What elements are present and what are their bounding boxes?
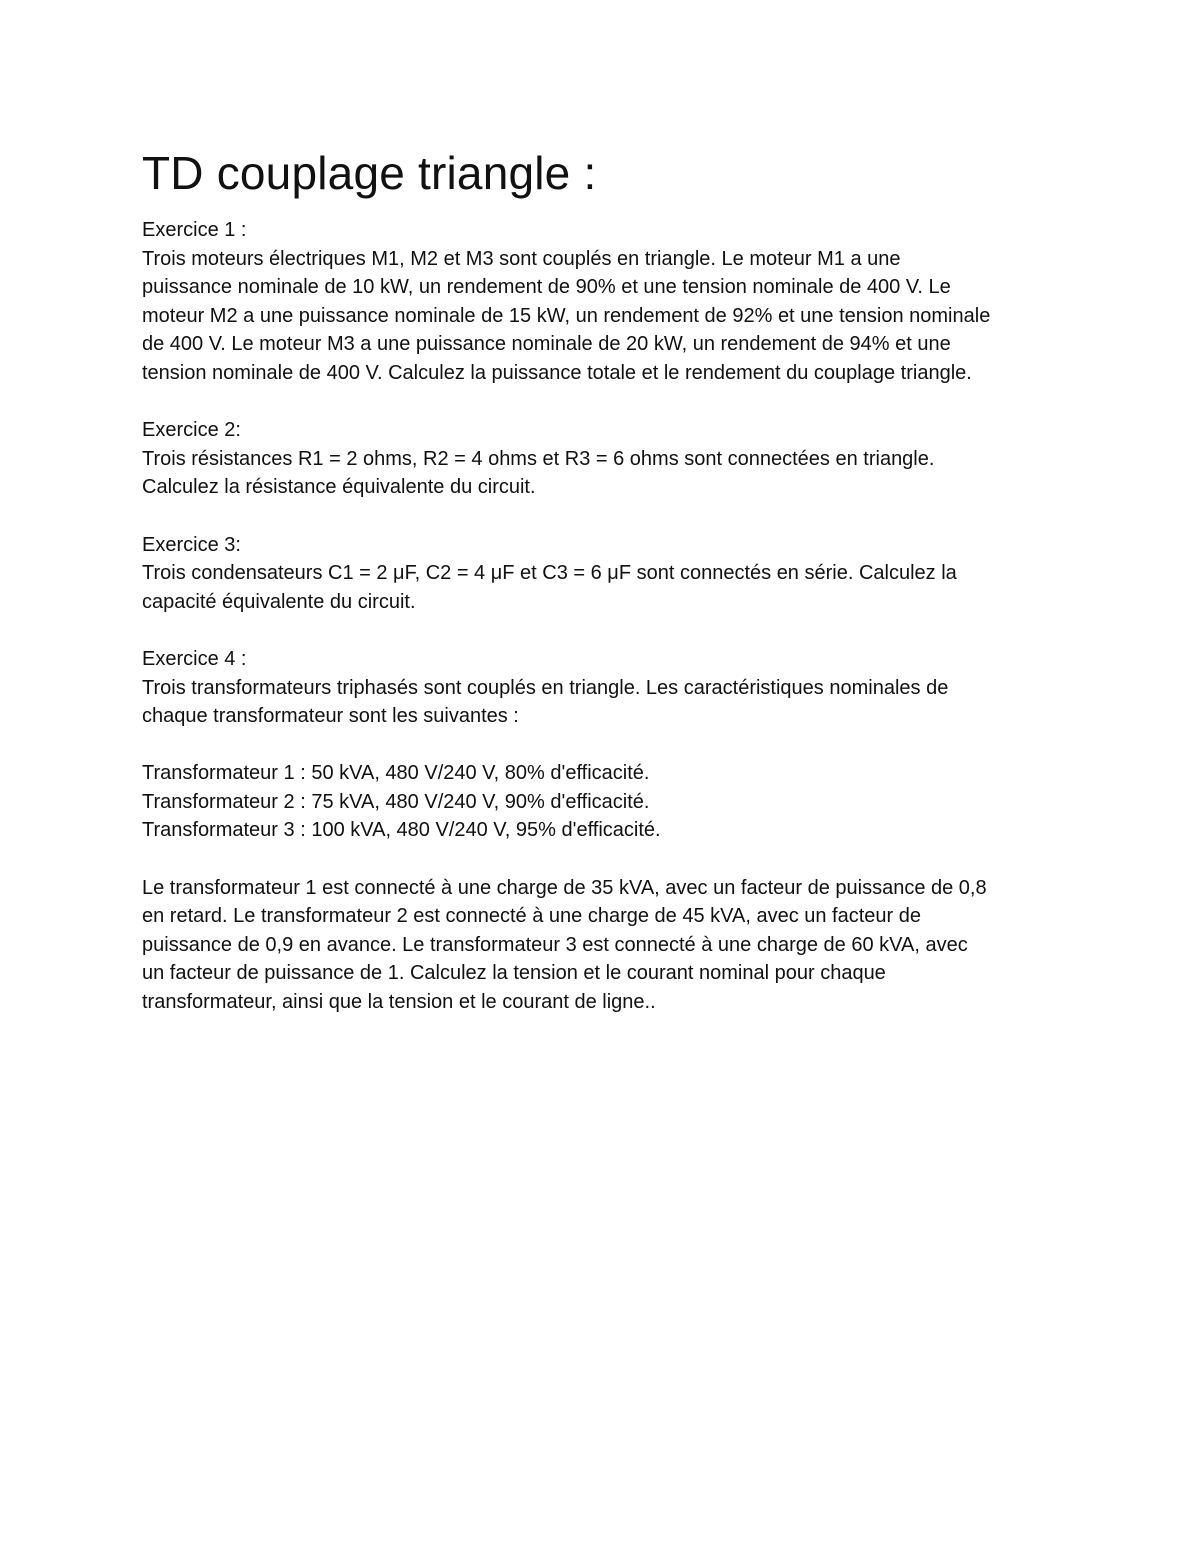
exercise-heading: Exercice 3: [142,533,241,556]
exercise-line: un facteur de puissance de 1. Calculez la tension et le courant nominal pour chaque [142,962,886,985]
exercise-line: Le transformateur 1 est connecté à une charge de 35 kVA, avec un facteur de puissance de 0,8 [142,876,987,899]
exercise-line: Trois transformateurs triphasés sont couplés en triangle. Les caractéristiques nominales de [142,676,949,699]
exercise-1 [142,216,1072,388]
page-title: TD couplage triangle : [142,147,597,199]
exercise-line: Calculez la résistance équivalente du circuit. [142,476,536,499]
transformer-spec: Transformateur 1 : 50 kVA, 480 V/240 V, 80% d'efficacité. [142,762,650,785]
exercise-line: chaque transformateur sont les suivantes : [142,705,519,728]
exercise-heading: Exercice 1 : [142,219,247,241]
document-page [142,140,1072,1017]
exercise-heading: Exercice 4 : [142,647,247,670]
exercise-line: moteur M2 a une puissance nominale de 15 kW, un rendement de 92% et une tension nominale [142,304,991,327]
exercise-line: de 400 V. Le moteur M3 a une puissance nominale de 20 kW, un rendement de 94% et une [142,333,951,356]
transformer-spec: Transformateur 3 : 100 kVA, 480 V/240 V, 95% d'efficacité. [142,819,661,842]
paragraph-spacer [142,845,1072,874]
exercise-4 [142,645,1072,1017]
exercise-heading: Exercice 2: [142,419,241,442]
exercise-line: puissance de 0,9 en avance. Le transformateur 3 est connecté à une charge de 60 kVA, avec [142,933,968,956]
paragraph-spacer [142,388,1072,417]
exercise-3 [142,531,1072,617]
exercise-line: tension nominale de 400 V. Calculez la puissance totale et le rendement du couplage triangle. [142,361,972,384]
exercise-line: transformateur, ainsi que la tension et le courant de ligne.. [142,991,656,1014]
paragraph-spacer [142,731,1072,760]
exercise-2 [142,416,1072,502]
exercise-line: puissance nominale de 10 kW, un rendement de 90% et une tension nominale de 400 V. Le [142,276,951,299]
exercise-line: Trois résistances R1 = 2 ohms, R2 = 4 ohms et R3 = 6 ohms sont connectées en triangle. [142,447,935,470]
exercise-line: Trois condensateurs C1 = 2 μF, C2 = 4 μF et C3 = 6 μF sont connectés en série. Calculez la [142,562,957,585]
exercise-line: capacité équivalente du circuit. [142,590,416,613]
exercise-line: en retard. Le transformateur 2 est connecté à une charge de 45 kVA, avec un facteur de [142,905,921,928]
exercise-line: Trois moteurs électriques M1, M2 et M3 sont couplés en triangle. Le moteur M1 a une [142,247,901,270]
paragraph-spacer [142,616,1072,645]
transformer-spec: Transformateur 2 : 75 kVA, 480 V/240 V, 90% d'efficacité. [142,790,650,813]
paragraph-spacer [142,502,1072,531]
